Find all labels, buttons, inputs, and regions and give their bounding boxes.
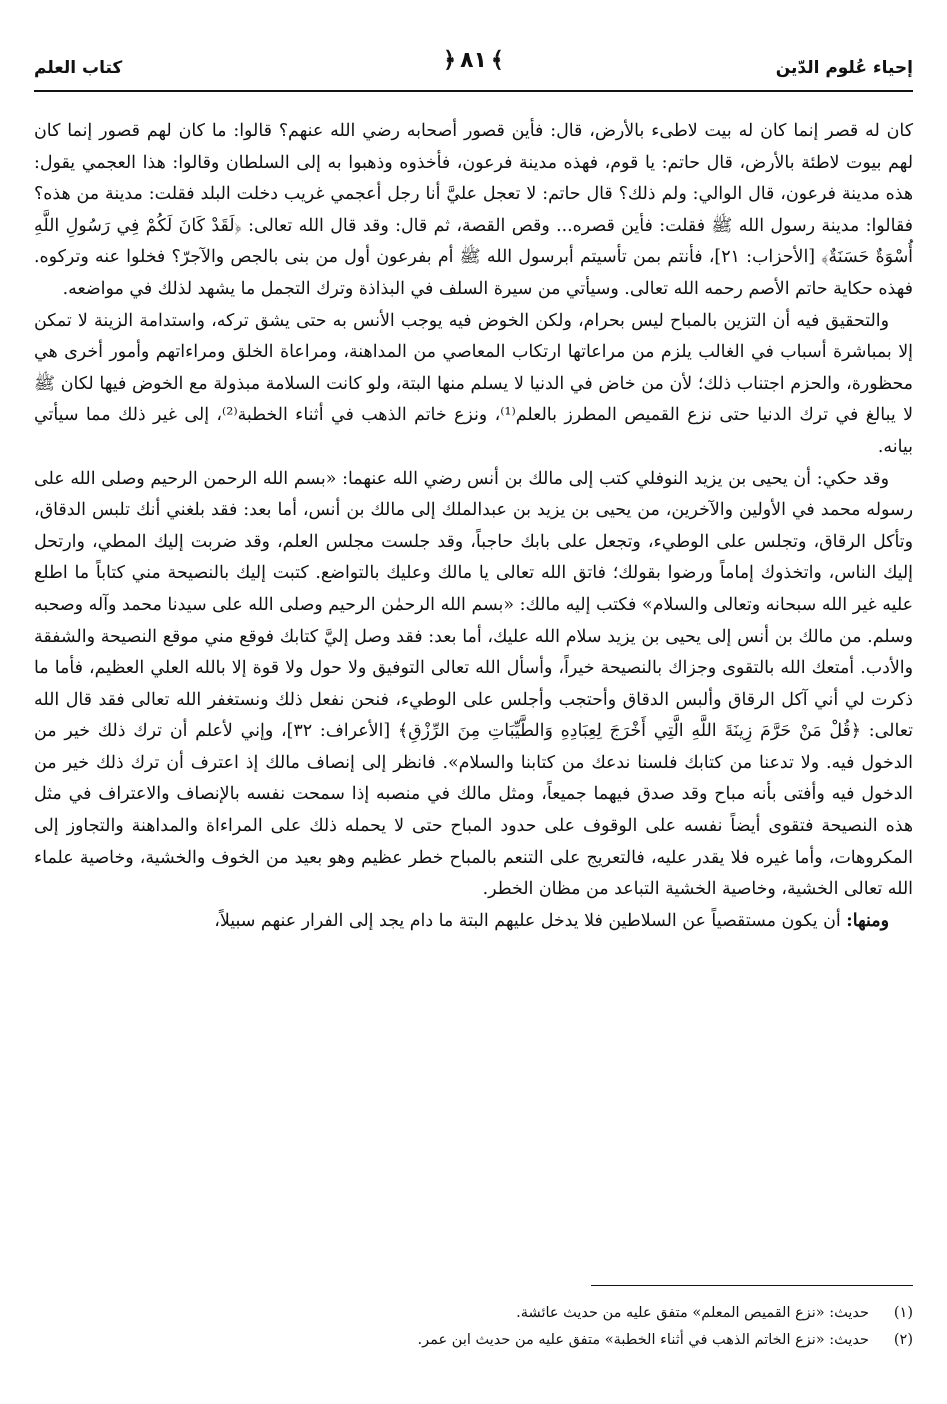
section-title: كتاب العلم <box>34 58 123 78</box>
footnotes <box>34 1300 913 1354</box>
paragraph <box>34 464 913 906</box>
paragraph <box>34 906 913 938</box>
ornament-left-icon: ﴿ <box>443 47 457 73</box>
page-header <box>34 48 913 92</box>
page-number-block <box>443 48 504 73</box>
footnote <box>34 1300 913 1327</box>
paragraph-text: وقد حكي: أن يحيى بن يزيد النوفلي كتب إلى مالك بن أنس رضي الله عنهما: «بسم الله الرحمن الرحيم وصلى الله على رسوله محمد في الأولين والآخرين، من يحيى بن يزيد بن عبدالملك إلى مالك بن أنس، أما بعد: فقد بلغني أنك تلبس الدقاق، وتأكل الرقاق، وتجلس على الوطيء، وتجعل على بابك حاجباً، وقد جلست مجلس العلم، وقد ضربت إليك المطي، وارتحل إليك الناس، واتخذوك إماماً ورضوا بقولك؛ فاتق الله تعالى يا مالك وعليك بالتواضع. كتبت إليك بالنصيحة مني كتاباً ما اطلع عليه غير الله سبحانه وتعالى والسلام» فكتب إليه مالك: «بسم الله الرحمٰن الرحيم وصلى الله على سيدنا محمد وآله وصحبه وسلم. من مالك بن أنس إلى يحيى بن يزيد سلام الله عليك، أما بعد: فقد وصل إليَّ كتابك فوقع مني موقع النصيحة والشفقة والأدب. أمتعك الله بالتقوى وجزاك بالنصيحة خيراً، وأسأل الله تعالى التوفيق ولا حول ولا قوة إلا بالله العلي العظيم، فأما ما ذكرت لي أني آكل الرقاق وألبس الدقاق وأحتجب وأجلس على الوطيء، فنحن نفعل ذلك ونستغفر الله تعالى فقد قال الله تعالى: ﴿قُلْ مَنْ حَرَّمَ زِينَةَ اللَّهِ الَّتِي أَخْرَجَ لِعِبَادِهِ وَالطَّيِّبَاتِ مِنَ الرِّزْقِ﴾ [الأعراف: ٣٢]، وإني لأعلم أن ترك ذلك خير من الدخول فيه. ولا تدعنا من كتابك فلسنا ندعك من كتابنا والسلام». فانظر إلى إنصاف مالك إذ اعترف أن ترك ذلك خير من الدخول فيه وأفتى بأنه مباح وقد صدق فيهما جميعاً، ومثل مالك في منصبه إذا سمحت نفسه بالإنصاف والاعتراف في مثل هذه النصيحة فتقوى أيضاً نفسه على الوقوف على حدود المباح حتى لا يحمله ذلك على المراءاة والمداهنة والتجاوز إلى المكروهات، وأما غيره فلا يقدر عليه، فالتعريج على التنعم بالمباح خطر عظيم وهو بعيد من الخوف والخشية، وخاصية علماء الله تعالى الخشية، وخاصية الخشية التباعد من مظان الخطر. <box>34 468 913 900</box>
footnote <box>34 1327 913 1354</box>
paragraph-text: كان له قصر إنما كان له بيت لاطىء بالأرض، قال: فأين قصور أصحابه رضي الله عنهم؟ قالوا: ما كان لهم قصور إنما كان لهم بيوت لاطئة بالأرض، قال حاتم: يا قوم، فهذه مدينة فرعون، فأخذوه وذهبوا به إلى السلطان وقالوا: هذا العجمي يقول: هذه مدينة فرعون، قال الوالي: ولم ذلك؟ قال حاتم: لا تعجل عليَّ أنا رجل أعجمي غريب دخلت البلد فقلت: مدينة من هذه؟ فقالوا: مدينة رسول الله ﷺ فقلت: فأين قصره... وقص القصة، ثم قال: وقد قال الله تعالى: ﴿لَقَدْ كَانَ لَكُمْ فِي رَسُولِ اللَّهِ أُسْوَةٌ حَسَنَةٌ﴾ [الأحزاب: ٢١]، فأنتم بمن تأسيتم أبرسول الله ﷺ أم بفرعون أول من بنى بالجص والآجرّ؟ فخلوا عنه وتركوه. فهذه حكاية حاتم الأصم رحمه الله تعالى. وسيأتي من سيرة السلف في البذاذة وترك التجمل ما يشهد لذلك في مواضعه. <box>34 121 913 299</box>
footnote-number: (١) <box>893 1305 913 1321</box>
footnote-text: حديث: «نزع القميص المعلم» متفق عليه من حديث عائشة. <box>516 1305 869 1321</box>
paragraph-lead: ومنها: <box>846 910 889 931</box>
paragraph-text: أن يكون مستقصياً عن السلاطين فلا يدخل عليهم البتة ما دام يجد إلى الفرار عنهم سبيلاً، <box>214 910 847 931</box>
page-body <box>34 116 913 937</box>
book-title: إحياء عُلوم الدّين <box>775 58 913 78</box>
footnote-number: (٢) <box>893 1332 913 1348</box>
paragraph <box>34 306 913 464</box>
ornament-right-icon: ﴾ <box>490 47 504 73</box>
page-number: ٨١ <box>460 48 487 73</box>
footnote-divider <box>591 1285 913 1286</box>
paragraph <box>34 116 913 306</box>
footnote-text: حديث: «نزع الخاتم الذهب في أثناء الخطبة» متفق عليه من حديث ابن عمر. <box>417 1332 869 1348</box>
paragraph-text: والتحقيق فيه أن التزين بالمباح ليس بحرام، ولكن الخوض فيه يوجب الأنس به حتى يشق تركه، واستدامة الزينة لا تمكن إلا بمباشرة أسباب في الغالب يلزم من مراعاتها ارتكاب المعاصي من المداهنة، ومراعاة الخلق ومراءاتهم وأمور أخرى هي محظورة، والحزم اجتناب ذلك؛ لأن من خاض في الدنيا لا يسلم منها البتة، ولو كانت السلامة مبذولة مع الخوض فيها لكان ﷺ لا يبالغ في ترك الدنيا حتى نزع القميص المطرز بالعلم⁽¹⁾، ونزع خاتم الذهب في أثناء الخطبة⁽²⁾، إلى غير ذلك مما سيأتي بيانه. <box>34 310 913 457</box>
